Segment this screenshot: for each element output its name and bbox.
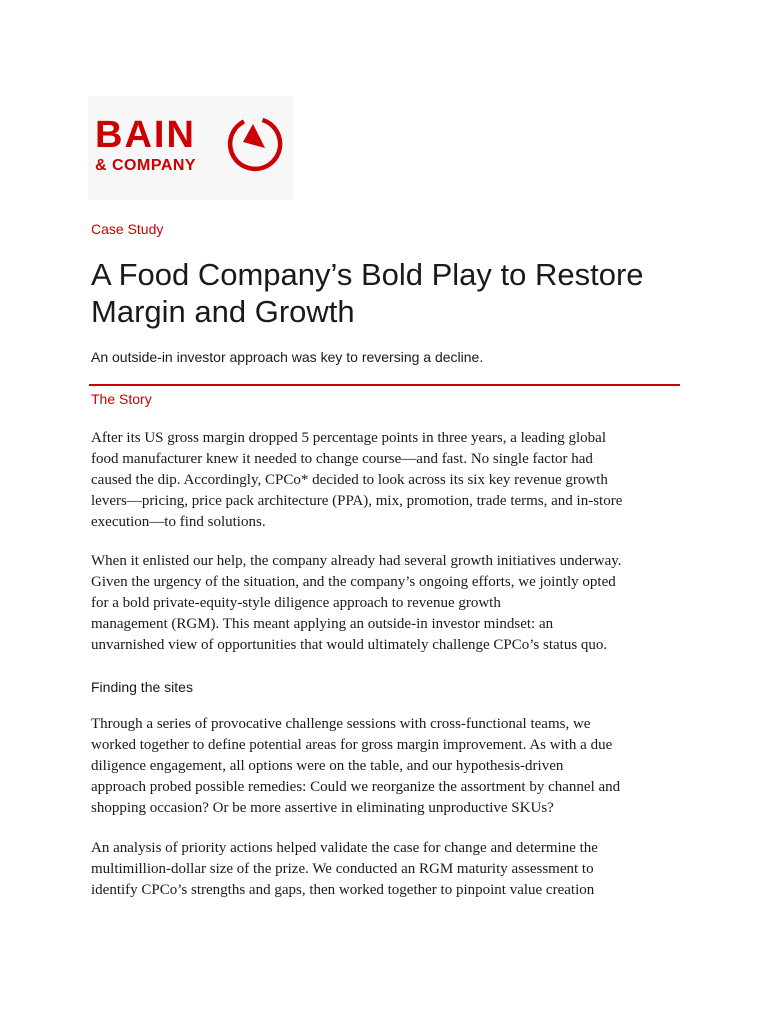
text-line: diligence engagement, all options were on the table, and our hypothesis-driven bbox=[91, 758, 564, 774]
text-line: levers—pricing, price pack architecture (PPA), mix, promotion, trade terms, and in-store bbox=[91, 493, 623, 509]
subheading-finding-sites: Finding the sites bbox=[91, 679, 193, 695]
text-line: Through a series of provocative challenge sessions with cross-functional teams, we bbox=[91, 716, 591, 732]
logo-main-text: BAIN bbox=[95, 114, 196, 156]
text-line: Given the urgency of the situation, and the company’s ongoing efforts, we jointly opted bbox=[91, 574, 616, 590]
title-line: Margin and Growth bbox=[91, 294, 355, 329]
text-line: management (RGM). This meant applying an outside-in investor mindset: an bbox=[91, 616, 554, 632]
text-line: identify CPCo’s strengths and gaps, then worked together to pinpoint value creation bbox=[91, 882, 595, 898]
text-line: multimillion-dollar size of the prize. We conducted an RGM maturity assessment to bbox=[91, 861, 594, 877]
text-line: unvarnished view of opportunities that would ultimately challenge CPCo’s status quo. bbox=[91, 637, 608, 653]
text-line: approach probed possible remedies: Could we reorganize the assortment by channel and bbox=[91, 779, 621, 795]
logo-sub-text: & COMPANY bbox=[95, 157, 197, 174]
text-line: shopping occasion? Or be more assertive in eliminating unproductive SKUs? bbox=[91, 800, 554, 816]
article-subtitle: An outside-in investor approach was key to reversing a decline. bbox=[91, 349, 484, 365]
article-kicker: Case Study bbox=[91, 221, 164, 237]
title-line: A Food Company’s Bold Play to Restore bbox=[91, 257, 644, 292]
paragraph-1 bbox=[91, 428, 691, 533]
text-line: for a bold private-equity-style diligence approach to revenue growth bbox=[91, 595, 501, 611]
text-line: execution—to find solutions. bbox=[91, 514, 266, 530]
section-divider bbox=[89, 384, 680, 386]
text-line: food manufacturer knew it needed to change course—and fast. No single factor had bbox=[91, 451, 593, 467]
text-line: After its US gross margin dropped 5 percentage points in three years, a leading global bbox=[91, 430, 607, 446]
text-line: When it enlisted our help, the company already had several growth initiatives underway. bbox=[91, 553, 622, 569]
paragraph-4 bbox=[91, 838, 691, 901]
bain-logo bbox=[88, 96, 293, 200]
paragraph-2 bbox=[91, 551, 691, 656]
paragraph-3 bbox=[91, 714, 691, 819]
text-line: worked together to define potential areas for gross margin improvement. As with a due bbox=[91, 737, 613, 753]
logo-wordmark bbox=[95, 116, 196, 176]
text-line: caused the dip. Accordingly, CPCo* decided to look across its six key revenue growth bbox=[91, 472, 608, 488]
bain-compass-icon bbox=[226, 114, 286, 174]
text-line: An analysis of priority actions helped validate the case for change and determine the bbox=[91, 840, 598, 856]
section-label: The Story bbox=[91, 391, 152, 407]
article-title bbox=[91, 256, 691, 330]
